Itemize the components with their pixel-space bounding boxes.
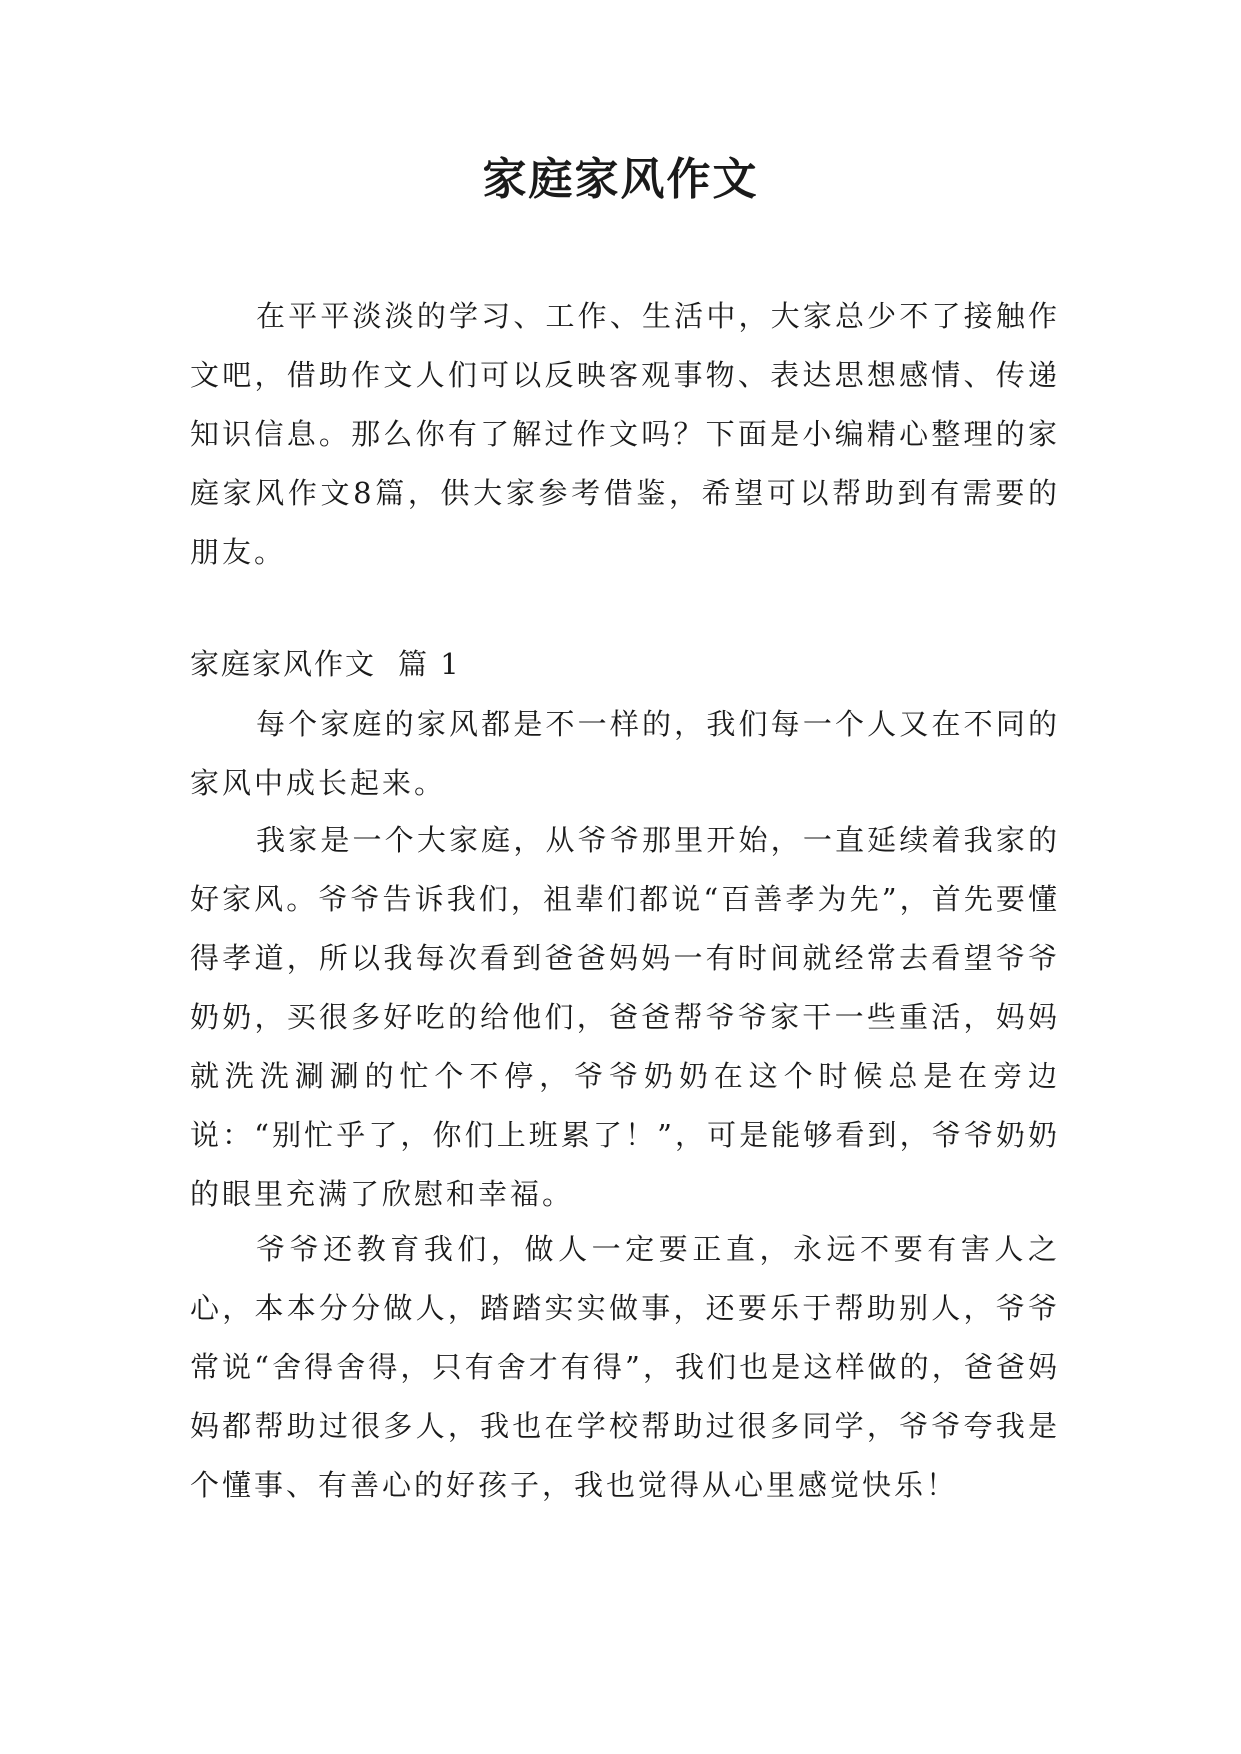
intro-paragraph: 在平平淡淡的学习、工作、生活中，大家总少不了接触作文吧，借助作文人们可以反映客观事物、表达思想感情、传递知识信息。那么你有了解过作文吗？下面是小编精心整理的家庭家风作文8篇，供大家参考借鉴，希望可以帮助到有需要的朋友。 (190, 299, 1060, 569)
section-paragraph-3: 爷爷还教育我们，做人一定要正直，永远不要有害人之心，本本分分做人，踏踏实实做事，还要乐于帮助别人，爷爷常说“舍得舍得，只有舍才有得”，我们也是这样做的，爸爸妈妈都帮助过很多人，我也在学校帮助过很多同学，爷爷夸我是个懂事、有善心的好孩子，我也觉得从心里感觉快乐！ (190, 1232, 1060, 1502)
section-paragraph-2: 我家是一个大家庭，从爷爷那里开始，一直延续着我家的好家风。爷爷告诉我们，祖辈们都说“百善孝为先”，首先要懂得孝道，所以我每次看到爸爸妈妈一有时间就经常去看望爷爷奶奶，买很多好吃的给他们，爸爸帮爷爷家干一些重活，妈妈就洗洗涮涮的忙个不停，爷爷奶奶在这个时候总是在旁边说：“别忙乎了，你们上班累了！”，可是能够看到，爷爷奶奶的眼里充满了欣慰和幸福。 (190, 823, 1060, 1211)
section-heading (190, 642, 461, 686)
section-heading-title: 家庭家风作文 (190, 647, 377, 681)
section-heading-number: 篇 1 (398, 647, 461, 681)
section-paragraph-1: 每个家庭的家风都是不一样的，我们每一个人又在不同的家风中成长起来。 (190, 707, 1060, 800)
document-title: 家庭家风作文 (482, 154, 759, 205)
